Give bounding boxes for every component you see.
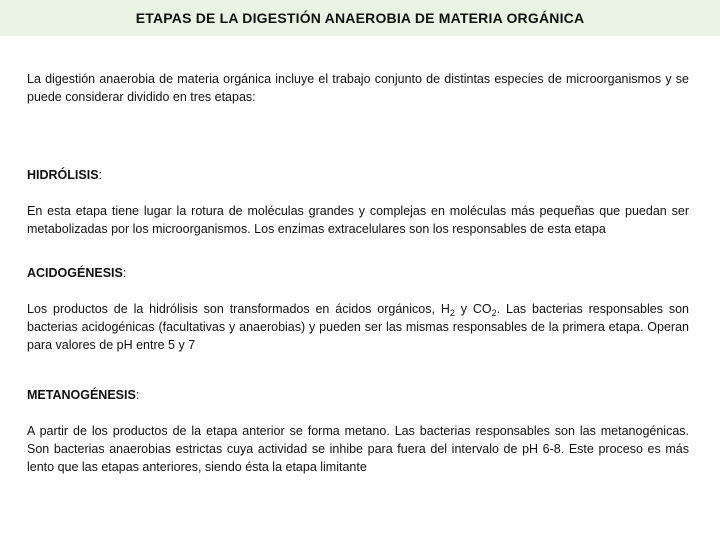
hidrolisis-heading-text: HIDRÓLISIS	[27, 168, 99, 182]
acidogenesis-text-3: . Las bacterias responsables son bacterias acidogénicas (facultativas y anaerobias) y pueden ser las mismas responsables de la primera etapa. Operan para valores de pH entre 5 y 7	[27, 302, 690, 352]
page-title: ETAPAS DE LA DIGESTIÓN ANAEROBIA DE MATERIA ORGÁNICA	[135, 10, 585, 26]
metanogenesis-heading-colon: :	[135, 388, 140, 402]
title-bar	[0, 0, 720, 36]
acidogenesis-text-2: y CO	[454, 302, 492, 316]
acidogenesis-heading-colon: :	[122, 266, 127, 280]
hidrolisis-heading-colon: :	[98, 168, 103, 182]
document-body	[27, 70, 689, 476]
metanogenesis-heading-text: METANOGÉNESIS	[27, 388, 136, 402]
acidogenesis-heading-text: ACIDOGÉNESIS	[27, 266, 123, 280]
h2-subscript: 2	[449, 308, 455, 318]
acidogenesis-text-1: Los productos de la hidrólisis son transformados en ácidos orgánicos, H	[27, 302, 450, 316]
intro-paragraph: La digestión anaerobia de materia orgánica incluye el trabajo conjunto de distintas especies de microorganismos y se puede considerar dividido en tres etapas:	[27, 72, 689, 104]
hidrolisis-paragraph: En esta etapa tiene lugar la rotura de moléculas grandes y complejas en moléculas más pequeñas que puedan ser metabolizadas por los microorganismos. Los enzimas extracelulares son los responsables de esta etapa	[27, 204, 689, 236]
metanogenesis-paragraph: A partir de los productos de la etapa anterior se forma metano. Las bacterias responsables son las metanogénicas. Son bacterias anaerobias estrictas cuya actividad se inhibe para fuera del intervalo de pH 6-8. Este proceso es más lento que las etapas anteriores, siendo ésta la etapa limitante	[27, 424, 689, 474]
section-heading-hidrolisis	[27, 166, 689, 184]
section-heading-metanogenesis	[27, 386, 689, 404]
section-heading-acidogenesis	[27, 264, 689, 282]
acidogenesis-paragraph	[27, 300, 689, 354]
co2-subscript: 2	[491, 308, 497, 318]
